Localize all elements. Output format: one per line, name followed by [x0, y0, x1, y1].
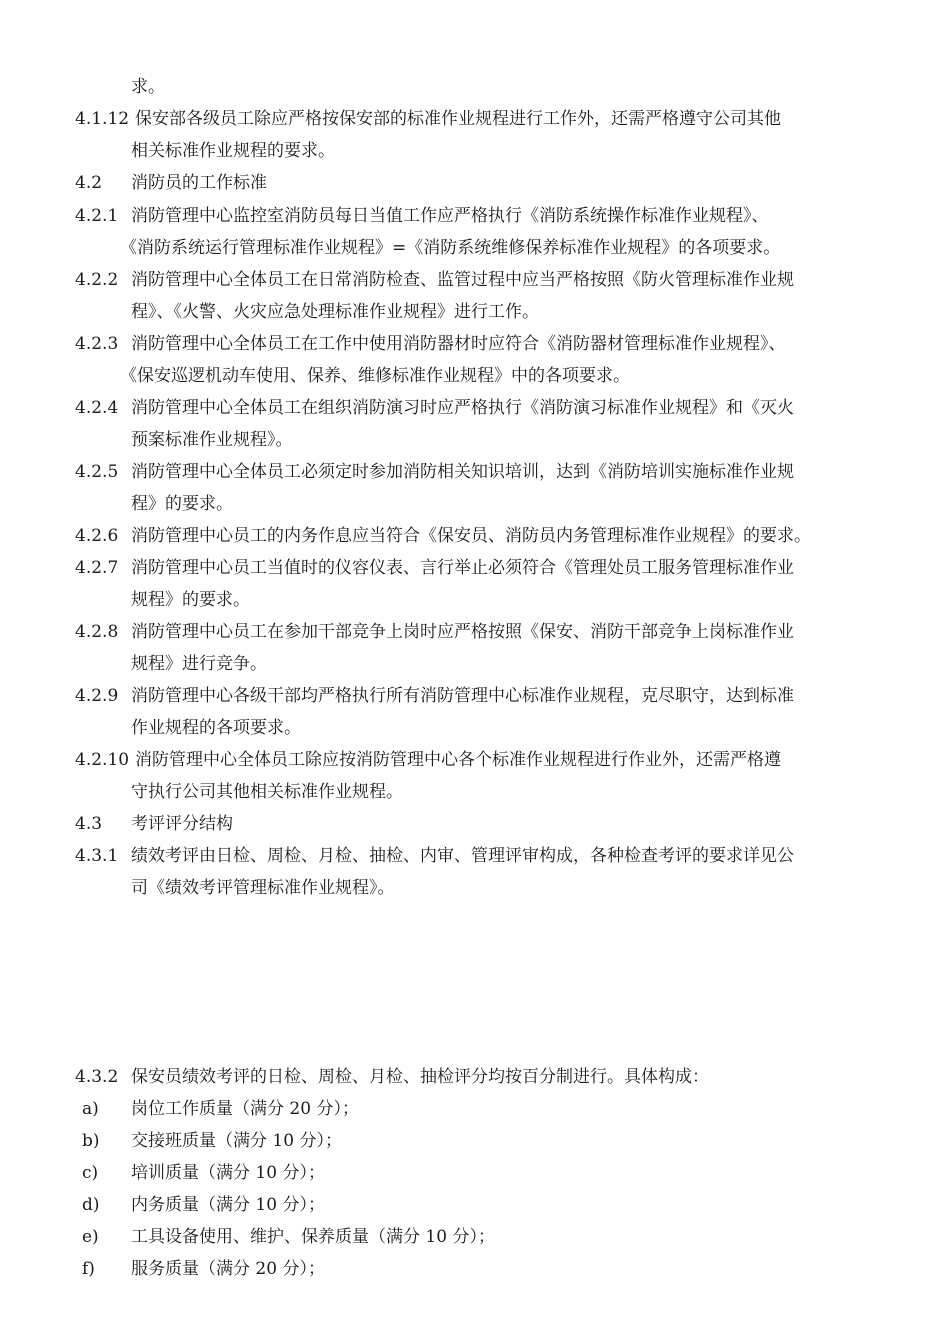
clause-number: 4.1.12 [75, 109, 130, 129]
clause-text: 消防管理中心员工在参加干部竞争上岗时应严格按照《保安、消防干部竞争上岗标准作业 [131, 622, 794, 642]
clause-text: 消防管理中心全体员工在工作中使用消防器材时应符合《消防器材管理标准作业规程》、 [131, 334, 786, 354]
continuation-text: 预案标准作业规程》。 [131, 430, 293, 450]
list-item-label: e) [82, 1227, 99, 1247]
continuation-text: 程》、《火警、火灾应急处理标准作业规程》进行工作。 [131, 302, 539, 322]
list-item-text: 岗位工作质量（满分 20 分）； [131, 1099, 359, 1119]
clause-text: 绩效考评由日检、周检、月检、抽检、内审、管理评审构成，各种检查考评的要求详见公 [131, 846, 794, 866]
clause-text: 消防管理中心员工当值时的仪容仪表、言行举止必须符合《管理处员工服务管理标准作业 [131, 558, 794, 578]
clause-text: 消防管理中心全体员工除应按消防管理中心各个标准作业规程进行作业外，还需严格遵 [135, 750, 781, 770]
list-item-text: 服务质量（满分 20 分）； [131, 1259, 325, 1279]
list-item-text: 工具设备使用、维护、保养质量（满分 10 分）； [131, 1227, 495, 1247]
continuation-text: 作业规程的各项要求。 [131, 718, 301, 738]
clause-text: 消防管理中心监控室消防员每日当值工作应严格执行《消防系统操作标准作业规程》、 [131, 206, 769, 226]
clause-number: 4.2.7 [75, 558, 119, 578]
continuation-text: 《消防系统运行管理标准作业规程》=《消防系统维修保养标准作业规程》的各项要求。 [120, 238, 781, 258]
clause-number: 4.2.3 [75, 334, 119, 354]
clause-number: 4.2.5 [75, 462, 119, 482]
clause-number: 4.2.8 [75, 622, 119, 642]
clause-number: 4.2.1 [75, 206, 119, 226]
list-item-label: a) [82, 1099, 99, 1119]
section-heading: 考评评分结构 [131, 814, 233, 834]
clause-number: 4.2.6 [75, 526, 119, 546]
clause-number: 4.2.9 [75, 686, 119, 706]
clause-number: 4.2.2 [75, 270, 119, 290]
list-item-text: 内务质量（满分 10 分）； [131, 1195, 325, 1215]
clause-number: 4.2.4 [75, 398, 119, 418]
list-item-text: 培训质量（满分 10 分）； [131, 1163, 325, 1183]
list-item-label: b) [82, 1131, 100, 1151]
clause-text: 消防管理中心全体员工必须定时参加消防相关知识培训，达到《消防培训实施标准作业规 [131, 462, 794, 482]
continuation-text: 规程》的要求。 [131, 590, 250, 610]
list-item-label: d) [82, 1195, 100, 1215]
continuation-text: 司《绩效考评管理标准作业规程》。 [131, 878, 395, 898]
continuation-text: 《保安巡逻机动车使用、保养、维修标准作业规程》中的各项要求。 [120, 366, 630, 386]
continuation-text: 守执行公司其他相关标准作业规程。 [131, 782, 403, 802]
clause-number: 4.3.2 [75, 1067, 119, 1087]
section-number: 4.3 [75, 814, 103, 834]
continuation-text: 规程》进行竞争。 [131, 654, 267, 674]
clause-number: 4.3.1 [75, 846, 119, 866]
continuation-text: 求。 [131, 77, 165, 97]
continuation-text: 程》的要求。 [131, 494, 233, 514]
list-item-label: f) [82, 1259, 95, 1279]
list-item-label: c) [82, 1163, 99, 1183]
clause-text: 保安员绩效考评的日检、周检、月检、抽检评分均按百分制进行。具体构成： [131, 1067, 709, 1087]
clause-text: 消防管理中心全体员工在日常消防检查、监管过程中应当严格按照《防火管理标准作业规 [131, 270, 794, 290]
clause-text: 消防管理中心员工的内务作息应当符合《保安员、消防员内务管理标准作业规程》的要求。 [131, 526, 811, 546]
clause-number: 4.2.10 [75, 750, 130, 770]
section-number: 4.2 [75, 173, 103, 193]
clause-text: 保安部各级员工除应严格按保安部的标准作业规程进行工作外，还需严格遵守公司其他 [135, 109, 781, 129]
section-heading: 消防员的工作标准 [131, 173, 267, 193]
list-item-text: 交接班质量（满分 10 分）； [131, 1131, 342, 1151]
clause-text: 消防管理中心各级干部均严格执行所有消防管理中心标准作业规程，克尽职守，达到标准 [131, 686, 794, 706]
continuation-text: 相关标准作业规程的要求。 [131, 141, 335, 161]
clause-text: 消防管理中心全体员工在组织消防演习时应严格执行《消防演习标准作业规程》和《灭火 [131, 398, 794, 418]
